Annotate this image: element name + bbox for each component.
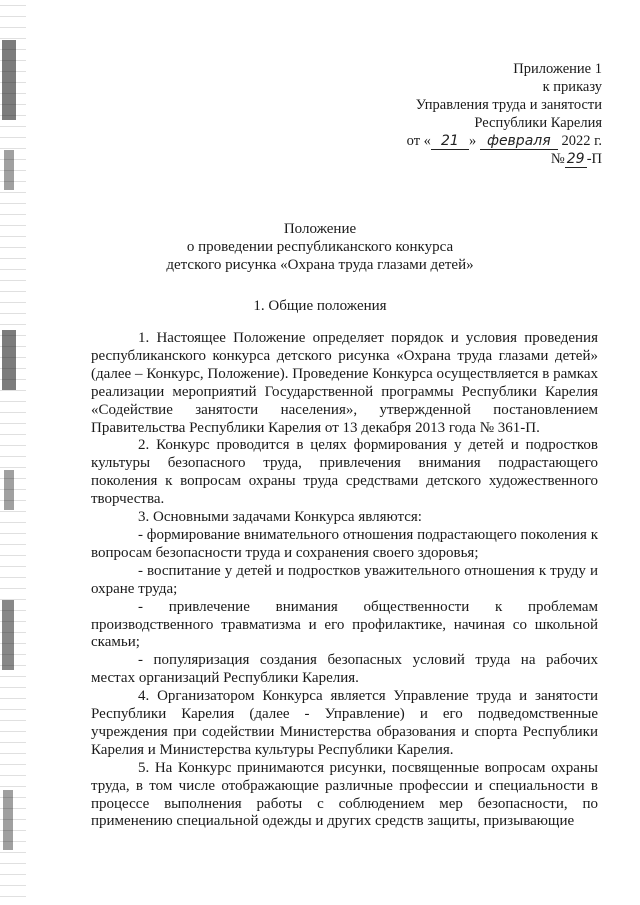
date-year: 2022 г. (561, 133, 602, 149)
document-body (91, 330, 598, 831)
attachment-label: Приложение 1 (513, 61, 602, 77)
scan-mark (3, 790, 13, 850)
scan-mark (2, 330, 16, 390)
scan-edge-artifact (0, 0, 26, 905)
paragraph: 3. Основными задачами Конкурса являются: (138, 509, 422, 526)
scan-mark (4, 470, 14, 510)
order-date (352, 132, 602, 150)
scan-mark (2, 40, 16, 120)
number-prefix: № (550, 151, 565, 167)
scan-mark (2, 600, 14, 670)
list-item: - популяризация создания безопасных условий труда на рабочих местах организаций Республики Карелия. (91, 652, 598, 687)
scan-mark (4, 150, 14, 190)
list-item: - привлечение внимания общественности к проблемам производственного травматизма и его профилактике, начиная со школьной скамьи; (91, 598, 598, 651)
date-prefix: от « (406, 133, 431, 149)
paragraph: 4. Организатором Конкурса является Управление труда и занятости Республики Карелия (далее - Управление) и его подведомственные учреждения при содействии Министерства образования и спорта Республики Карелия и Министерства культуры Республики Карелия. (91, 688, 598, 758)
date-month-handwritten: февраля (480, 134, 558, 150)
order-reference: к приказу (542, 79, 602, 95)
date-mid: » (468, 133, 477, 149)
paragraph: 5. На Конкурс принимаются рисунки, посвященные вопросам охраны труда, в том числе отображающие различные профессии и специальности в процессе выполнения работы с соблюдением мер безопасности, по применению специальной одежды и других средств защиты, призывающие (91, 759, 598, 830)
paragraph: 2. Конкурс проводится в целях формирования у детей и подростков культуры безопасного труда, привлечения внимания подрастающего поколения к вопросам охраны труда средствами детского художественного творчества. (91, 437, 598, 508)
number-suffix: -П (586, 151, 602, 167)
issuing-region: Республики Карелия (474, 115, 602, 131)
title-line-3: детского рисунка «Охрана труда глазами детей» (166, 257, 474, 273)
list-item: - воспитание у детей и подростков уважительного отношения к труду и охране труда; (91, 562, 598, 597)
paragraph: 1. Настоящее Положение определяет порядок и условия проведения республиканского конкурса детского рисунка «Охрана труда глазами детей» (далее – Конкурс, Положение). Проведение Конкурса осуществляется в рамках реализации мероприятий Государственной программы Республики Карелия «Содействие занятости населения», утвержденной постановлением Правительства Республики Карелия от 13 декабря 2013 года № 361-П. (91, 330, 598, 436)
number-handwritten: 29 (565, 152, 587, 168)
title-line-1: Положение (283, 221, 357, 237)
title-line-2: о проведении республиканского конкурса (186, 239, 454, 255)
list-item: - формирование внимательного отношения подрастающего поколения к вопросам безопасности труда и сохранения своего здоровья; (91, 526, 598, 561)
document-title (0, 220, 640, 274)
section-heading: 1. Общие положения (253, 298, 387, 314)
date-day-handwritten: 21 (431, 134, 469, 150)
issuing-authority: Управления труда и занятости (415, 97, 602, 113)
order-attachment-header (352, 60, 602, 168)
order-number (352, 150, 602, 168)
